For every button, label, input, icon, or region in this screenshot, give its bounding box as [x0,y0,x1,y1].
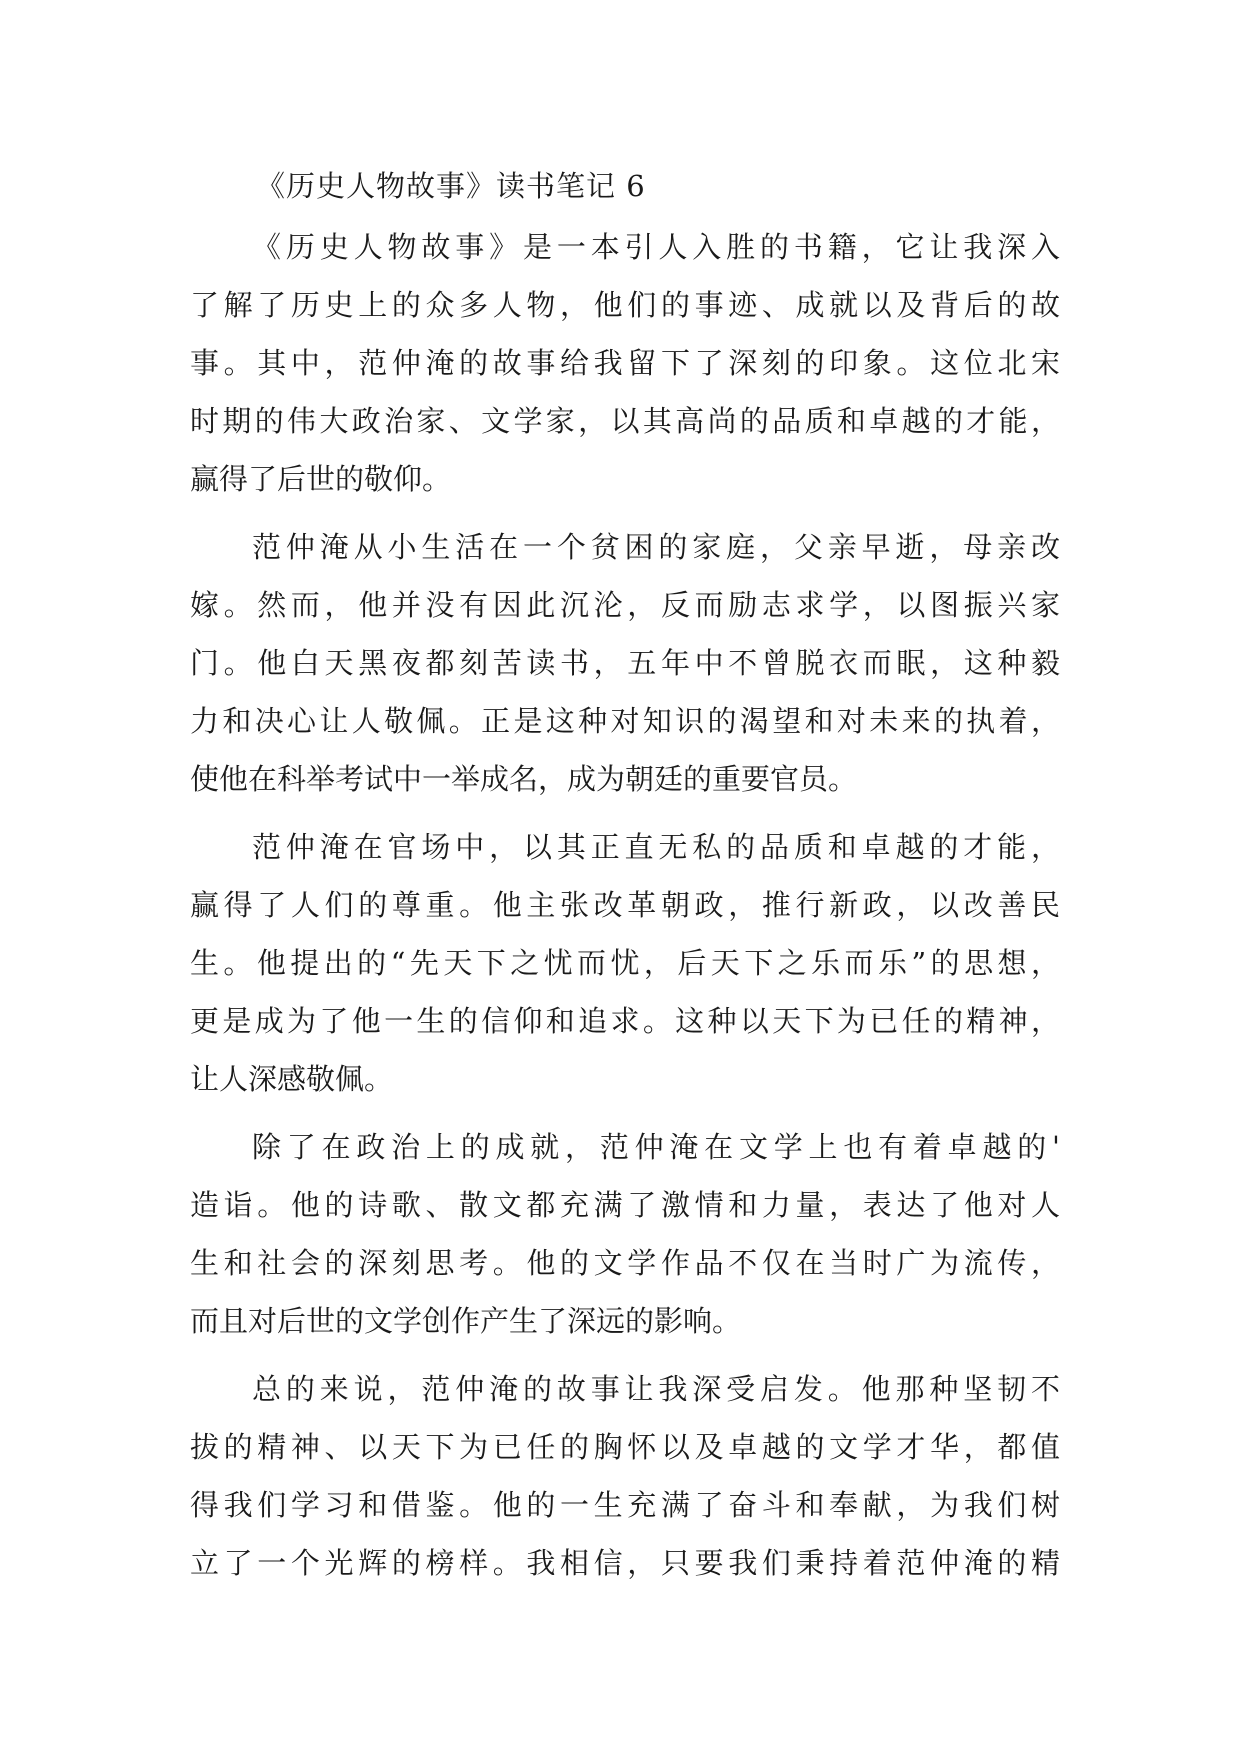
text-line: 赢得了人们的尊重。他主张改革朝政，推行新政，以改善民 [190,888,1060,922]
text-line: 立了一个光辉的榜样。我相信，只要我们秉持着范仲淹的精 [190,1546,1060,1580]
text-line: 范仲淹从小生活在一个贫困的家庭，父亲早逝，母亲改 [252,530,1060,564]
text-line: 事。其中，范仲淹的故事给我留下了深刻的印象。这位北宋 [190,346,1060,380]
text-line: 造诣。他的诗歌、散文都充满了激情和力量，表达了他对人 [190,1188,1060,1222]
text-line: 范仲淹在官场中，以其正直无私的品质和卓越的才能， [252,830,1060,864]
text-line: 《历史人物故事》是一本引人入胜的书籍，它让我深入 [252,230,1060,264]
text-line: 让人深感敬佩。 [190,1062,394,1096]
text-line: 赢得了后世的敬仰。 [190,462,452,496]
text-line: 使他在科举考试中一举成名，成为朝廷的重要官员。 [190,762,858,796]
paragraph-2 [190,518,1060,808]
text-line: 生。他提出的“先天下之忧而忧，后天下之乐而乐”的思想， [190,946,1060,980]
text-line: 拔的精神、以天下为已任的胸怀以及卓越的文学才华，都值 [190,1430,1060,1464]
paragraph-1 [190,218,1060,508]
text-line: 除了在政治上的成就，范仲淹在文学上也有着卓越的' [252,1130,1060,1164]
text-line: 力和决心让人敬佩。正是这种对知识的渴望和对未来的执着， [190,704,1060,738]
text-line: 生和社会的深刻思考。他的文学作品不仅在当时广为流传， [190,1246,1060,1280]
paragraph-4 [190,1118,1060,1350]
text-line: 门。他白天黑夜都刻苦读书，五年中不曾脱衣而眠，这种毅 [190,646,1060,680]
paragraph-3 [190,818,1060,1108]
text-line: 时期的伟大政治家、文学家，以其高尚的品质和卓越的才能， [190,404,1060,438]
document-title: 《历史人物故事》读书笔记 6 [256,169,646,203]
text-line: 而且对后世的文学创作产生了深远的影响。 [190,1304,742,1338]
text-line: 嫁。然而，他并没有因此沉沦，反而励志求学，以图振兴家 [190,588,1060,622]
text-line: 总的来说，范仲淹的故事让我深受启发。他那种坚韧不 [252,1372,1060,1406]
text-line: 了解了历史上的众多人物，他们的事迹、成就以及背后的故 [190,288,1060,322]
document-body [190,162,1060,1602]
text-line: 更是成为了他一生的信仰和追求。这种以天下为已任的精神， [190,1004,1060,1038]
paragraph-5 [190,1360,1060,1592]
text-line: 得我们学习和借鉴。他的一生充满了奋斗和奉献，为我们树 [190,1488,1060,1522]
